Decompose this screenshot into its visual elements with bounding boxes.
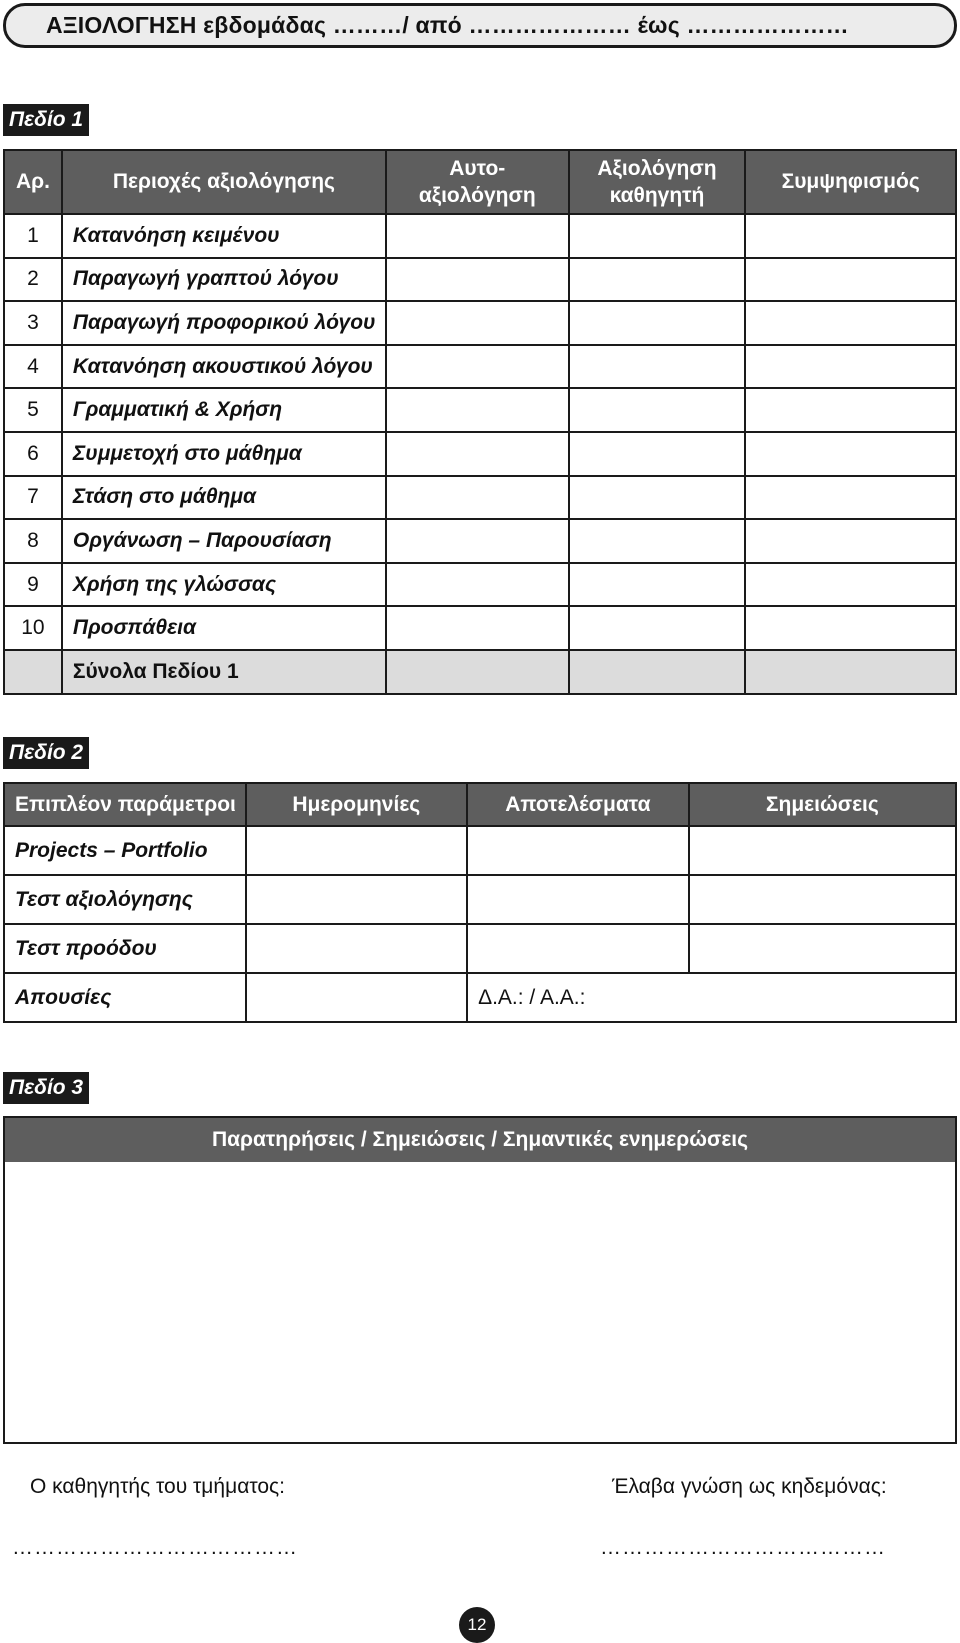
combined-cell[interactable]: [745, 258, 956, 302]
table-row: [4, 301, 956, 345]
table-row: [4, 519, 956, 563]
guardian-signature-label: Έλαβα γνώση ως κηδεμόνας:: [612, 1475, 887, 1498]
col-combined: Συμψηφισμός: [745, 150, 956, 214]
table-row: [4, 214, 956, 258]
section-3-label: Πεδίο 3: [3, 1072, 89, 1104]
self-eval-cell[interactable]: [386, 519, 569, 563]
results-cell[interactable]: [467, 924, 689, 973]
teacher-eval-cell[interactable]: [569, 345, 746, 389]
totals-number-cell: [4, 650, 62, 694]
row-area: Στάση στο μάθημα: [62, 476, 386, 520]
evaluation-table: [3, 149, 957, 695]
self-eval-cell[interactable]: [386, 432, 569, 476]
table-row: [4, 388, 956, 432]
col-number: Αρ.: [4, 150, 62, 214]
table-row: [4, 606, 956, 650]
teacher-signature-label: Ο καθηγητής του τμήματος:: [30, 1475, 285, 1498]
table-row: [4, 345, 956, 389]
row-area: Συμμετοχή στο μάθημα: [62, 432, 386, 476]
teacher-signature-line[interactable]: …………………………………: [12, 1536, 298, 1559]
row-number: 3: [4, 301, 62, 345]
self-eval-cell[interactable]: [386, 388, 569, 432]
teacher-eval-cell[interactable]: [569, 606, 746, 650]
col-parameters: Επιπλέον παράμετροι: [4, 783, 246, 826]
combined-cell[interactable]: [745, 388, 956, 432]
page-title: ΑΞΙΟΛΟΓΗΣΗ εβδομάδας ………/ από ………………… έως …………………: [46, 12, 849, 38]
combined-cell[interactable]: [745, 606, 956, 650]
dates-cell[interactable]: [246, 875, 468, 924]
row-number: 6: [4, 432, 62, 476]
row-number: 5: [4, 388, 62, 432]
row-area: Παραγωγή προφορικού λόγου: [62, 301, 386, 345]
self-eval-cell[interactable]: [386, 258, 569, 302]
row-area: Κατανόηση κειμένου: [62, 214, 386, 258]
observations-area[interactable]: [5, 1162, 955, 1442]
notes-cell[interactable]: [689, 826, 956, 875]
combined-cell[interactable]: [745, 214, 956, 258]
teacher-eval-cell[interactable]: [569, 563, 746, 607]
teacher-eval-cell[interactable]: [569, 258, 746, 302]
notes-cell[interactable]: [689, 875, 956, 924]
self-eval-total-cell[interactable]: [386, 650, 569, 694]
absences-value[interactable]: Δ.Α.: / Α.Α.:: [467, 973, 956, 1022]
combined-cell[interactable]: [745, 563, 956, 607]
teacher-eval-cell[interactable]: [569, 476, 746, 520]
teacher-eval-total-cell[interactable]: [569, 650, 746, 694]
row-area: Οργάνωση – Παρουσίαση: [62, 519, 386, 563]
table-row: [4, 875, 956, 924]
table-row: [4, 258, 956, 302]
table-row: [4, 924, 956, 973]
self-eval-cell[interactable]: [386, 214, 569, 258]
observations-heading: Παρατηρήσεις / Σημειώσεις / Σημαντικές ενημερώσεις: [5, 1118, 955, 1162]
row-label: Τεστ προόδου: [4, 924, 246, 973]
col-self-eval: Αυτο- αξιολόγηση: [386, 150, 569, 214]
col-area: Περιοχές αξιολόγησης: [62, 150, 386, 214]
row-area: Προσπάθεια: [62, 606, 386, 650]
results-cell[interactable]: [467, 826, 689, 875]
teacher-eval-cell[interactable]: [569, 519, 746, 563]
parameters-header-row: [4, 783, 956, 826]
parameters-table: [3, 782, 957, 1023]
self-eval-cell[interactable]: [386, 301, 569, 345]
page-number: 12: [459, 1607, 495, 1643]
totals-label: Σύνολα Πεδίου 1: [62, 650, 386, 694]
row-label: Τεστ αξιολόγησης: [4, 875, 246, 924]
row-number: 8: [4, 519, 62, 563]
totals-row: [4, 650, 956, 694]
col-results: Αποτελέσματα: [467, 783, 689, 826]
row-area: Χρήση της γλώσσας: [62, 563, 386, 607]
results-cell[interactable]: [467, 875, 689, 924]
row-area: Παραγωγή γραπτού λόγου: [62, 258, 386, 302]
teacher-eval-cell[interactable]: [569, 301, 746, 345]
table-row: [4, 563, 956, 607]
self-eval-cell[interactable]: [386, 345, 569, 389]
combined-cell[interactable]: [745, 432, 956, 476]
dates-cell[interactable]: [246, 826, 468, 875]
section-1-label: Πεδίο 1: [3, 104, 89, 136]
combined-cell[interactable]: [745, 476, 956, 520]
table-row: [4, 432, 956, 476]
col-notes: Σημειώσεις: [689, 783, 956, 826]
self-eval-cell[interactable]: [386, 476, 569, 520]
self-eval-cell[interactable]: [386, 606, 569, 650]
teacher-eval-cell[interactable]: [569, 388, 746, 432]
table-row: [4, 973, 956, 1022]
combined-cell[interactable]: [745, 301, 956, 345]
row-number: 10: [4, 606, 62, 650]
notes-cell[interactable]: [689, 924, 956, 973]
combined-cell[interactable]: [745, 345, 956, 389]
observations-box: [3, 1116, 957, 1444]
combined-cell[interactable]: [745, 519, 956, 563]
combined-total-cell[interactable]: [745, 650, 956, 694]
guardian-signature-line[interactable]: …………………………………: [600, 1536, 886, 1559]
dates-cell[interactable]: [246, 973, 468, 1022]
row-area: Κατανόηση ακουστικού λόγου: [62, 345, 386, 389]
table-row: [4, 476, 956, 520]
row-label: Projects – Portfolio: [4, 826, 246, 875]
section-2-label: Πεδίο 2: [3, 737, 89, 769]
col-teacher-eval: Αξιολόγηση καθηγητή: [569, 150, 746, 214]
row-label: Απουσίες: [4, 973, 246, 1022]
self-eval-cell[interactable]: [386, 563, 569, 607]
teacher-eval-cell[interactable]: [569, 214, 746, 258]
dates-cell[interactable]: [246, 924, 468, 973]
row-number: 1: [4, 214, 62, 258]
row-area: Γραμματική & Χρήση: [62, 388, 386, 432]
table-row: [4, 826, 956, 875]
row-number: 9: [4, 563, 62, 607]
page-title-box: [3, 3, 957, 48]
row-number: 4: [4, 345, 62, 389]
row-number: 7: [4, 476, 62, 520]
teacher-eval-cell[interactable]: [569, 432, 746, 476]
evaluation-header-row: [4, 150, 956, 214]
row-number: 2: [4, 258, 62, 302]
col-dates: Ημερομηνίες: [246, 783, 468, 826]
